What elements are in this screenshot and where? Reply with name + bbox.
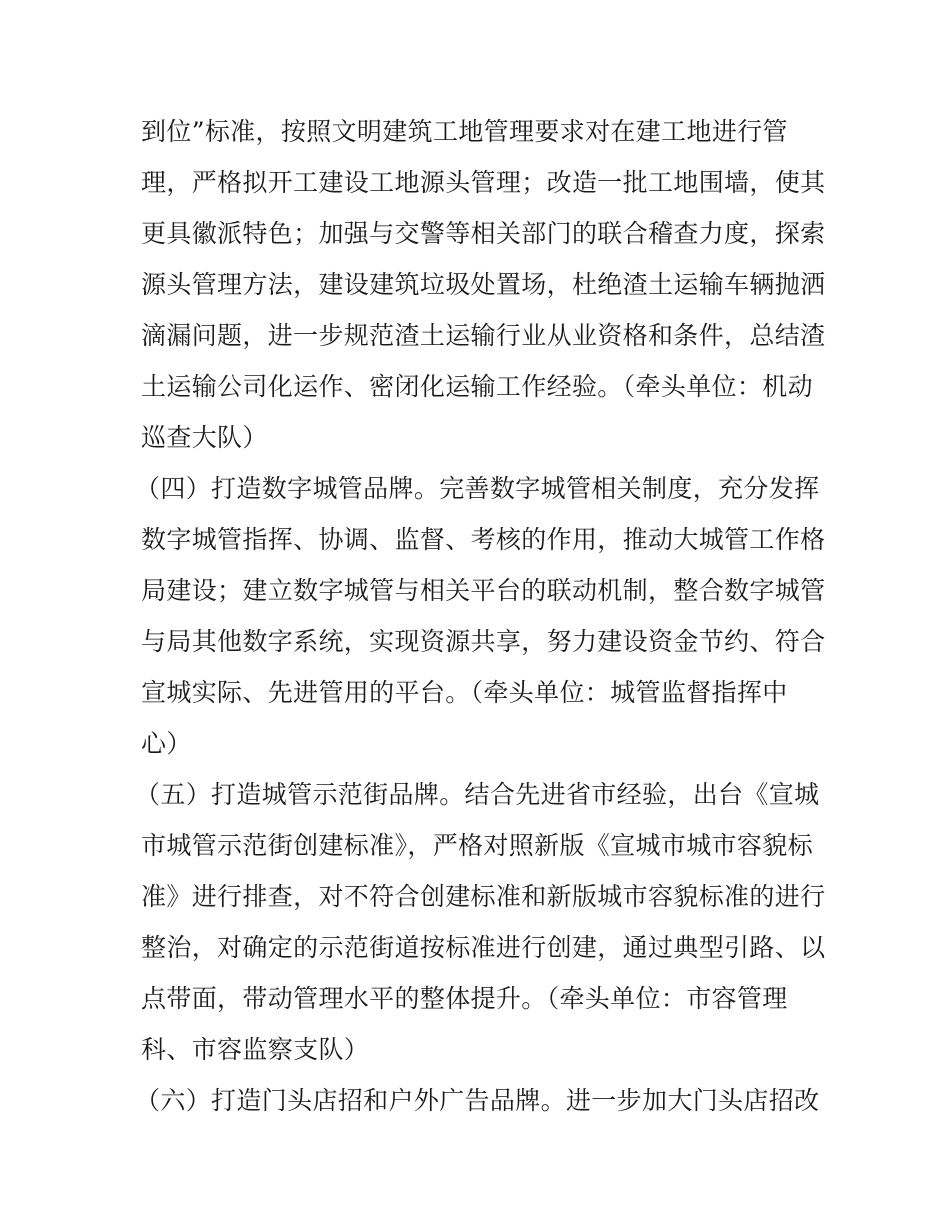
- text-line: 更具徽派特色；加强与交警等相关部门的联合稽查力度，探索: [141, 219, 826, 248]
- text-line: 源头管理方法，建设建筑垃圾处置场，杜绝渣土运输车辆抛洒: [141, 270, 826, 299]
- body-text: [135, 112, 826, 1132]
- text-line: 巡查大队）: [141, 423, 268, 452]
- text-line: 心）: [141, 729, 192, 758]
- text-line: 点带面，带动管理水平的整体提升。（牵头单位：市容管理: [141, 984, 788, 1013]
- text-line: 局建设；建立数字城管与相关平台的联动机制，整合数字城管: [141, 576, 826, 605]
- text-line: 滴漏问题，进一步规范渣土运输行业从业资格和条件，总结渣: [141, 321, 826, 350]
- text-line: 市城管示范街创建标准》，严格对照新版《宣城市城市容貌标: [141, 831, 813, 860]
- section-heading-line: （六）打造门头店招和户外广告品牌。进一步加大门头店招改: [135, 1086, 820, 1115]
- text-line: 整治，对确定的示范街道按标准进行创建，通过典型引路、以: [141, 933, 826, 962]
- text-line: 宣城实际、先进管用的平台。（牵头单位：城管监督指挥中: [141, 678, 788, 707]
- text-line: 与局其他数字系统，实现资源共享，努力建设资金节约、符合: [141, 627, 826, 656]
- text-line: 到位”标准，按照文明建筑工地管理要求对在建工地进行管: [141, 117, 788, 146]
- text-line: 土运输公司化运作、密闭化运输工作经验。（牵头单位：机动: [141, 372, 813, 401]
- text-line: 科、市容监察支队）: [141, 1035, 370, 1064]
- text-line: 准》进行排查，对不符合创建标准和新版城市容貌标准的进行: [141, 882, 826, 911]
- section-heading-line: （四）打造数字城管品牌。完善数字城管相关制度，充分发挥: [135, 474, 820, 503]
- text-line: 理，严格拟开工建设工地源头管理；改造一批工地围墙，使其: [141, 168, 826, 197]
- text-line: 数字城管指挥、协调、监督、考核的作用，推动大城管工作格: [141, 525, 826, 554]
- section-heading-line: （五）打造城管示范街品牌。结合先进省市经验，出台《宣城: [135, 780, 820, 809]
